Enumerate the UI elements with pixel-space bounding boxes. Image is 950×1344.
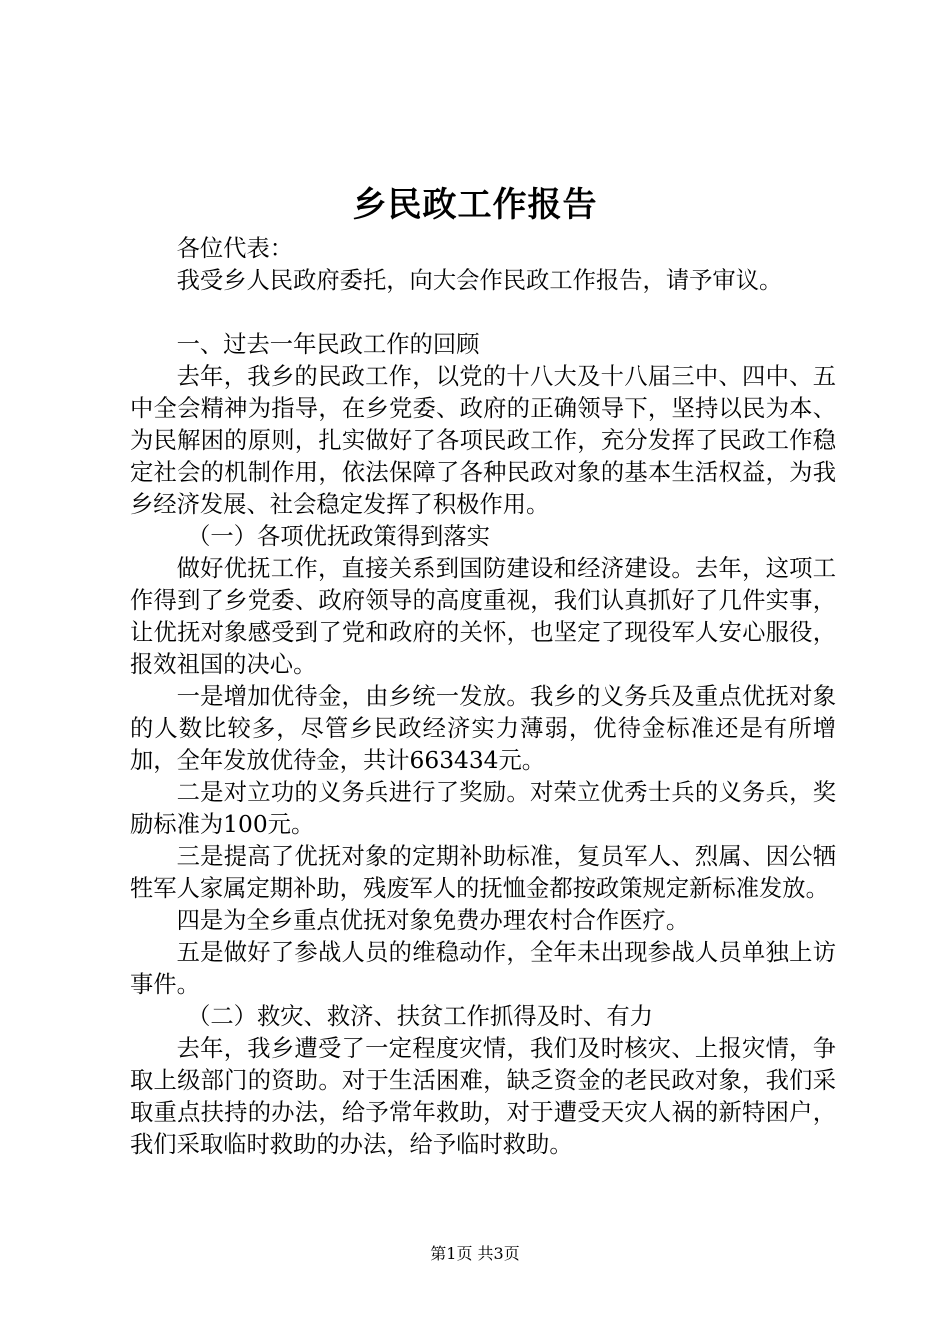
salutation: 各位代表： (176, 235, 294, 262)
subsection-paragraph: 去年，我乡遭受了一定程度灾情，我们及时核灾、上报灾情，争取上级部门的资助。对于生活困难，缺乏资金的老民政对象，我们采取重点扶持的办法，给予常年救助，对于遭受天灾人祸的新特困户，我们采取临时救助的办法，给予临时救助。 (130, 1035, 836, 1158)
document-title: 乡民政工作报告 (352, 185, 598, 225)
page-footer: 第1页 共3页 (430, 1244, 520, 1263)
list-item: 五是做好了参战人员的维稳动作，全年未出现参战人员单独上访事件。 (130, 939, 836, 998)
subsection-paragraph: 做好优抚工作，直接关系到国防建设和经济建设。去年，这项工作得到了乡党委、政府领导的高度重视，我们认真抓好了几件实事，让优抚对象感受到了党和政府的关怀，也坚定了现役军人安心服役，报效祖国的决心。 (130, 555, 836, 678)
list-item: 三是提高了优抚对象的定期补助标准，复员军人、烈属、因公牺牲军人家属定期补助，残废军人的抚恤金都按政策规定新标准发放。 (130, 843, 836, 902)
section-heading: 一、过去一年民政工作的回顾 (176, 331, 480, 358)
paragraph-gap (130, 297, 836, 329)
intro-paragraph: 我受乡人民政府委托，向大会作民政工作报告，请予审议。 (176, 267, 783, 294)
subsection-heading: （一）各项优抚政策得到落实 (187, 523, 490, 550)
list-item: 二是对立功的义务兵进行了奖励。对荣立优秀士兵的义务兵，奖励标准为100元。 (130, 779, 836, 838)
section-paragraph: 去年，我乡的民政工作，以党的十八大及十八届三中、四中、五中全会精神为指导，在乡党委、政府的正确领导下，坚持以民为本、为民解困的原则，扎实做好了各项民政工作，充分发挥了民政工作稳定社会的机制作用，依法保障了各种民政对象的基本生活权益，为我乡经济发展、社会稳定发挥了积极作用。 (130, 363, 836, 518)
list-item: 四是为全乡重点优抚对象免费办理农村合作医疗。 (176, 907, 690, 934)
list-item: 一是增加优待金，由乡统一发放。我乡的义务兵及重点优抚对象的人数比较多，尽管乡民政经济实力薄弱，优待金标准还是有所增加，全年发放优待金，共计663434元。 (130, 683, 836, 774)
document-body (130, 233, 836, 1161)
subsection-heading: （二）救灾、救济、扶贫工作抓得及时、有力 (187, 1003, 654, 1030)
